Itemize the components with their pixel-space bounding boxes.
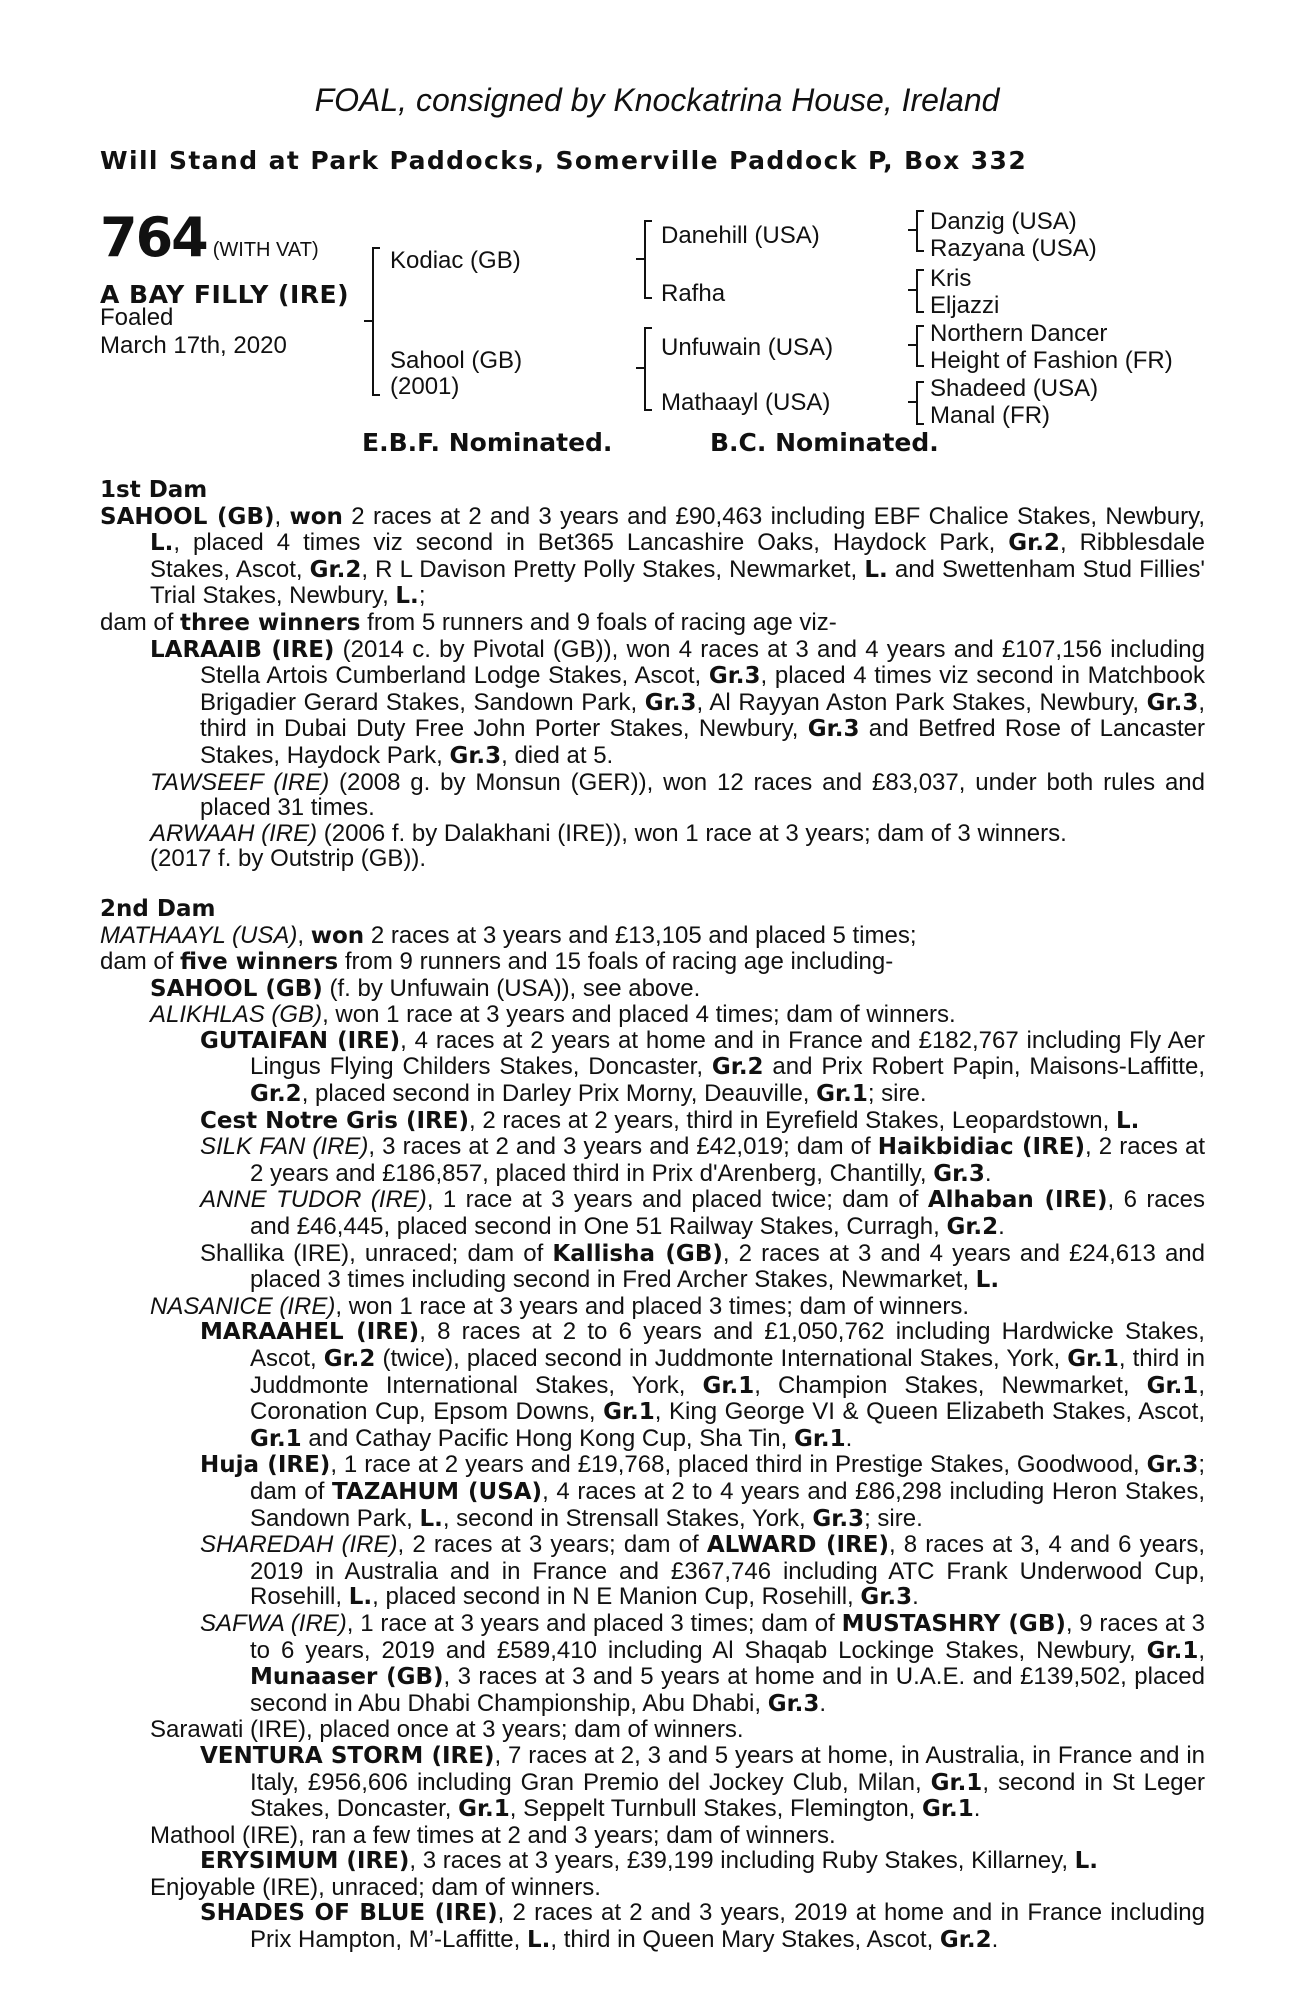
consignor-line: FOAL, consigned by Knockatrina House, Ireland [314, 82, 1000, 118]
text-run: , third in Dubai Duty Free John Porter Stakes, Newbury, [200, 688, 1205, 743]
pedigree-sire: Kodiac (GB) [390, 247, 521, 274]
text-run: . [991, 1926, 999, 1954]
text-run: Gr.2 [939, 1927, 992, 1954]
second-dam-entry [100, 923, 1205, 950]
pedigree-notes [100, 478, 1205, 1954]
text-run: Gr.1 [702, 1372, 755, 1399]
text-run: won [310, 922, 365, 949]
text-run: and Swettenham Stud Fillies' Trial Stakes, Newbury, [150, 555, 1205, 610]
text-run: , 2 races at 2 years and £186,857, placed third in Prix d'Arenberg, Chantilly, [250, 1133, 1205, 1187]
text-run: (f. by Unfuwain (USA)), see above. [322, 974, 701, 1002]
text-run: dam of [100, 608, 181, 636]
text-run: SHAREDAH (IRE) [200, 1531, 398, 1559]
second-dam-entry [100, 1452, 1205, 1532]
text-run: , placed second in Darley Prix Morny, Deauville, [301, 1080, 817, 1108]
text-run: Enjoyable (IRE), unraced; dam of winners. [150, 1873, 601, 1901]
text-run: SILK FAN (IRE) [200, 1133, 369, 1161]
progeny-arwaah [100, 821, 1205, 847]
text-run: L. [395, 583, 419, 610]
text-run: SAHOOL (GB) [100, 503, 275, 530]
text-run: Shallika (IRE), unraced; dam of [200, 1239, 553, 1267]
second-dam-entry [100, 1532, 1205, 1611]
text-run: Gr.3 [708, 663, 761, 690]
text-run: L. [348, 1584, 373, 1611]
text-run: and Prix Robert Papin, Maisons-Laffitte, [763, 1053, 1205, 1081]
text-run: , won 1 race at 3 years and placed 4 times; dam of winners. [322, 1001, 956, 1029]
second-dam-entry [100, 949, 1205, 976]
text-run: (2008 g. by Monsun (GER)), won 12 races and £83,037, under both rules and placed 31 times. [200, 768, 1205, 822]
second-dam-entry [100, 1241, 1205, 1294]
text-run: , died at 5. [501, 741, 614, 769]
pedigree-g3-5: Northern Dancer [930, 320, 1108, 347]
progeny-2017-foal [100, 846, 1205, 872]
text-run: , placed second in N E Manion Cup, Rosehill, [372, 1583, 861, 1611]
text-run: Gr.2 [711, 1054, 764, 1081]
pedigree-sire-dam: Rafha [661, 280, 726, 307]
text-run: Mathool (IRE), ran a few times at 2 and 3 years; dam of winners. [150, 1821, 836, 1849]
text-run: , 8 races at 2 to 6 years and £1,050,762 including Hardwicke Stakes, Ascot, [250, 1318, 1205, 1372]
text-run: , [274, 502, 290, 530]
pedigree-g3-3: Kris [930, 265, 972, 292]
pedigree-dam: Sahool (GB) [390, 347, 523, 374]
pedigree-brace [916, 325, 924, 367]
text-run: , Al Rayyan Aston Park Stakes, Newbury, [696, 688, 1147, 716]
first-dam-heading: 1st Dam [100, 477, 208, 503]
text-run: . [845, 1424, 853, 1452]
text-run: ANNE TUDOR (IRE) [200, 1186, 427, 1214]
text-run: TAZAHUM (USA) [332, 1478, 543, 1505]
foaled-info [100, 304, 287, 360]
text-run: , Ribblesdale Stakes, Ascot, [150, 529, 1206, 583]
text-run: Gr.3 [1146, 689, 1199, 716]
text-run: Gr.2 [323, 1346, 376, 1372]
text-run: , [1198, 1636, 1205, 1664]
second-dam-heading: 2nd Dam [100, 895, 216, 922]
text-run: ARWAAH (IRE) [150, 819, 318, 847]
text-run: , Seppelt Turnbull Stakes, Flemington, [509, 1795, 923, 1823]
text-run: , 2 races at 2 years, third in Eyrefield Stakes, Leopardstown, [468, 1106, 1116, 1134]
pedigree-brace [644, 220, 652, 299]
text-run: L. [526, 1927, 551, 1954]
pedigree-brace [644, 327, 652, 411]
text-run: 2 races at 2 and 3 years and £90,463 including EBF Chalice Stakes, Newbury, [342, 502, 1205, 530]
text-run: Gr.1 [1146, 1637, 1199, 1664]
text-run: ERYSIMUM (IRE) [200, 1848, 410, 1875]
second-dam-entry [100, 1028, 1205, 1108]
stand-location: Will Stand at Park Paddocks, Somerville Paddock P, Box 332 [100, 146, 1028, 175]
text-run: L. [1115, 1107, 1140, 1134]
second-dam-entry [100, 1848, 1205, 1875]
text-run: (2014 c. by Pivotal (GB)), won 4 races at 3 and 4 years and £107,156 including Stella Artois Cumberland Lodge Stakes, Ascot, [200, 635, 1205, 690]
text-run: , 2 races at 2 and 3 years, 2019 at home and in France including Prix Hampton, M’-Laffitte, [250, 1899, 1205, 1954]
text-run: , R L Davison Pretty Polly Stakes, Newmarket, [361, 555, 865, 583]
second-dam-entry [100, 1611, 1205, 1717]
text-run: L. [975, 1267, 1000, 1294]
text-run: 2 races at 3 years and £13,105 and placed 5 times; [364, 921, 917, 949]
text-run: , 7 races at 2, 3 and 5 years at home, in Australia, in France and in Italy, £956,606 including Gran Premio del Jockey Club, Milan, [250, 1741, 1206, 1796]
text-run: . [912, 1583, 919, 1611]
text-run: . [973, 1795, 981, 1823]
pedigree-g3-6: Height of Fashion (FR) [930, 347, 1173, 374]
text-run: MATHAAYL (USA) [100, 921, 298, 949]
text-run: Munaaser (GB) [250, 1664, 444, 1691]
text-run: VENTURA STORM (IRE) [200, 1742, 495, 1769]
text-run: , 6 races and £46,445, placed second in One 51 Railway Stakes, Curragh, [250, 1186, 1206, 1241]
ebf-nominated: E.B.F. Nominated. [362, 428, 613, 457]
text-run: Gr.3 [449, 742, 502, 769]
second-dam-entry [100, 1002, 1205, 1028]
text-run: dam of [100, 948, 181, 976]
second-dam-entry [100, 1319, 1205, 1452]
second-dam-entry [100, 1875, 1205, 1901]
text-run: from 5 runners and 9 foals of racing age viz- [360, 608, 837, 636]
text-run: Gr.1 [793, 1425, 846, 1452]
text-run: . [984, 1159, 992, 1187]
dam-sahool-entry [100, 504, 1205, 610]
text-run: , [297, 921, 311, 949]
text-run: , 3 races at 3 and 5 years at home and in U.A.E. and £139,502, placed second in Abu Dhabi Championship, Abu Dhabi, [250, 1663, 1206, 1717]
text-run: ; [418, 582, 426, 610]
text-run: Gr.1 [250, 1425, 302, 1452]
text-run: TAWSEEF (IRE) [150, 768, 330, 796]
text-run: , 1 race at 3 years and placed twice; dam of [426, 1186, 928, 1214]
text-run: LARAAIB (IRE) [150, 636, 335, 663]
text-run: from 9 runners and 15 foals of racing age including- [338, 948, 894, 976]
text-run: , 1 race at 3 years and placed 3 times; dam of [346, 1609, 842, 1637]
text-run: , 9 races at 3 to 6 years, 2019 and £589,410 including Al Shaqab Lockinge Stakes, Newbury, [250, 1609, 1205, 1664]
text-run: Gr.1 [930, 1769, 983, 1796]
text-run: L. [419, 1505, 443, 1532]
text-run: ; sire. [867, 1080, 927, 1108]
text-run: Gr.1 [922, 1796, 974, 1823]
text-run: Gr.2 [1008, 530, 1060, 557]
text-run: Gr.1 [816, 1081, 868, 1108]
text-run: Gr.3 [767, 1690, 820, 1717]
lot-heading [100, 206, 319, 269]
text-run: GUTAIFAN (IRE) [200, 1027, 401, 1054]
text-run: , Coronation Cup, Epsom Downs, [250, 1371, 1205, 1426]
pedigree-g3-4: Eljazzi [930, 292, 1000, 319]
second-dam-entry [100, 1187, 1205, 1240]
text-run: , won 1 race at 3 years and placed 3 times; dam of winners. [335, 1292, 970, 1320]
text-run: , 4 races at 2 years at home and in France and £182,767 including Fly Aer Lingus Flying Childers Stakes, Doncaster, [250, 1026, 1206, 1081]
second-dam-entry [100, 1900, 1205, 1953]
text-run: five winners [180, 949, 339, 976]
progeny-laraaib [100, 637, 1205, 770]
horse-name: A BAY FILLY (IRE) [100, 280, 350, 309]
text-run: , 8 races at 3, 4 and 6 years, 2019 in Australia and in France and £367,746 including ATC Frank Underwood Cup, Rosehill, [250, 1531, 1206, 1611]
text-run: Gr.1 [603, 1399, 655, 1426]
text-run: . [998, 1213, 1005, 1241]
pedigree-dam-year: (2001) [390, 373, 460, 400]
pedigree-g3-1: Danzig (USA) [930, 208, 1077, 235]
text-run: Gr.3 [812, 1505, 865, 1532]
text-run: ALIKHLAS (GB) [150, 1001, 323, 1029]
lot-number: 764 [100, 206, 207, 269]
pedigree-dam-dam: Mathaayl (USA) [661, 389, 831, 416]
text-run: , Champion Stakes, Newmarket, [754, 1371, 1147, 1399]
bc-nominated: B.C. Nominated. [710, 428, 939, 457]
text-run: Gr.2 [309, 556, 362, 583]
progeny-tawseef [100, 770, 1205, 821]
text-run: , third in Juddmonte International Stakes, York, [250, 1345, 1205, 1399]
text-run: , second in Strensall Stakes, York, [442, 1504, 813, 1532]
pedigree-sire-sire: Danehill (USA) [661, 222, 820, 249]
text-run: and Betfred Rose of Lancaster Stakes, Haydock Park, [200, 715, 1205, 769]
pedigree-brace [916, 269, 924, 313]
text-run: , King George VI & Queen Elizabeth Stakes, Ascot, [654, 1398, 1205, 1426]
pedigree-brace [916, 210, 924, 252]
text-run: Haikbidiac (IRE) [877, 1134, 1086, 1161]
foaled-date: March 17th, 2020 [100, 332, 287, 359]
text-run: Cest Notre Gris (IRE) [200, 1107, 469, 1134]
text-run: MUSTASHRY (GB) [841, 1610, 1066, 1637]
text-run: , 1 race at 2 years and £19,768, placed third in Prestige Stakes, Goodwood, [330, 1451, 1147, 1479]
text-run: and Cathay Pacific Hong Kong Cup, Sha Tin, [301, 1424, 794, 1452]
text-run: Alhaban (IRE) [927, 1187, 1108, 1214]
text-run: L. [150, 530, 174, 557]
text-run: (2017 f. by Outstrip (GB)). [150, 845, 427, 873]
foaled-label: Foaled [100, 304, 174, 331]
pedigree-g3-8: Manal (FR) [930, 402, 1051, 429]
text-run: Gr.3 [933, 1160, 985, 1187]
second-dam-entry [100, 1294, 1205, 1320]
second-dam-entry [100, 1108, 1205, 1135]
second-dam-entry [100, 1717, 1205, 1743]
text-run: , placed 4 times viz second in Matchbook Brigadier Gerard Stakes, Sandown Park, [200, 662, 1205, 716]
text-run: Gr.2 [250, 1081, 302, 1108]
text-run: , 2 races at 3 and 4 years and £24,613 and placed 3 times including second in Fred Archer Stakes, Newmarket, [250, 1239, 1205, 1294]
text-run: Gr.2 [946, 1214, 999, 1241]
text-run: , 3 races at 3 years, £39,199 including Ruby Stakes, Killarney, [409, 1847, 1075, 1875]
text-run: L. [864, 556, 888, 583]
text-run: , 2 races at 3 years; dam of [397, 1531, 707, 1559]
text-run: Sarawati (IRE), placed once at 3 years; dam of winners. [150, 1716, 744, 1744]
text-run: ; dam of [250, 1451, 1205, 1505]
second-dam-entry [100, 976, 1205, 1003]
text-run: Gr.3 [1146, 1452, 1199, 1479]
text-run: Gr.1 [458, 1796, 510, 1823]
text-run: Kallisha (GB) [552, 1240, 723, 1267]
second-dam-entry [100, 1823, 1205, 1849]
text-run: , 4 races at 2 to 4 years and £86,298 including Heron Stakes, Sandown Park, [250, 1477, 1205, 1532]
text-run: Gr.1 [1067, 1346, 1119, 1372]
text-run: , second in St Leger Stakes, Doncaster, [250, 1768, 1205, 1823]
text-run: (2006 f. by Dalakhani (IRE)), won 1 race at 3 years; dam of 3 winners. [317, 819, 1067, 847]
text-run: won [289, 503, 343, 530]
pedigree-brace [916, 381, 924, 425]
section-gap [100, 872, 1205, 897]
text-run: , 3 races at 2 and 3 years and £42,019; dam of [368, 1133, 878, 1161]
text-run: SAHOOL (GB) [150, 975, 323, 1002]
text-run: ; sire. [864, 1504, 923, 1532]
pedigree-dam-sire: Unfuwain (USA) [661, 334, 834, 361]
pedigree-g3-2: Razyana (USA) [930, 235, 1097, 262]
lot-vat: (WITH VAT) [212, 239, 319, 261]
text-run: Gr.1 [1146, 1372, 1199, 1399]
text-run: three winners [180, 609, 361, 636]
text-run: L. [1074, 1848, 1099, 1875]
second-dam-entry [100, 1743, 1205, 1823]
text-run: MARAAHEL (IRE) [200, 1319, 420, 1346]
second-dam-entries [100, 923, 1205, 1954]
text-run: Gr.3 [860, 1584, 913, 1611]
text-run: Huja (IRE) [200, 1452, 331, 1479]
text-run: SHADES OF BLUE (IRE) [200, 1900, 498, 1927]
pedigree-g3-7: Shadeed (USA) [930, 375, 1099, 402]
text-run: Gr.3 [807, 716, 860, 743]
text-run: , third in Queen Mary Stakes, Ascot, [550, 1926, 940, 1954]
pedigree-brace [372, 247, 380, 396]
text-run: Gr.3 [644, 689, 697, 716]
text-run: SAFWA (IRE) [200, 1609, 347, 1637]
text-run: . [819, 1689, 827, 1717]
text-run: NASANICE (IRE) [150, 1292, 336, 1320]
second-dam-entry [100, 1134, 1205, 1187]
dam-of-summary [100, 610, 1205, 637]
text-run: ALWARD (IRE) [706, 1532, 889, 1559]
text-run: , placed 4 times viz second in Bet365 Lancashire Oaks, Haydock Park, [173, 529, 1009, 557]
text-run: (twice), placed second in Juddmonte International Stakes, York, [375, 1345, 1068, 1372]
